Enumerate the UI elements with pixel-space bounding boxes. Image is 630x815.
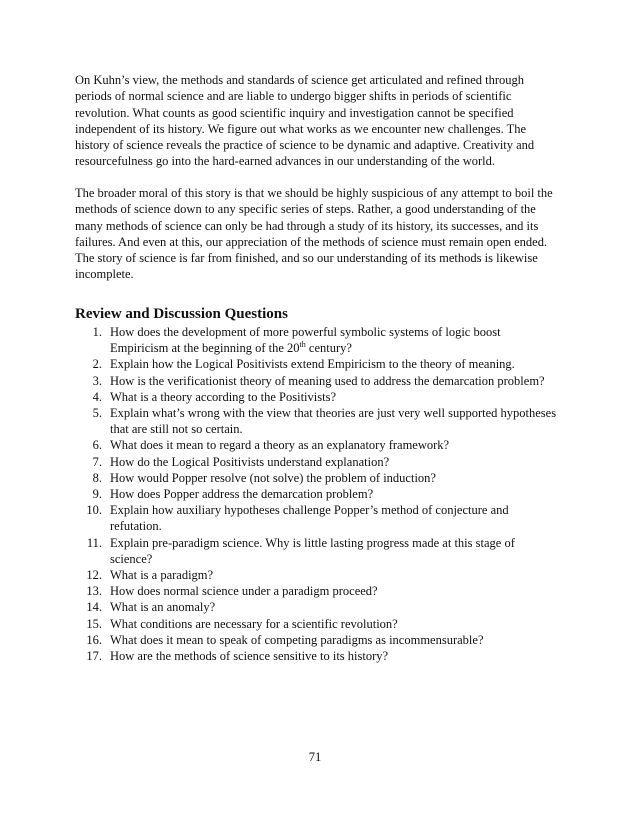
question-number: 4. [92,389,102,404]
question-number: 12. [86,568,102,583]
list-item-question [75,454,560,470]
list-item-question [75,486,560,502]
list-item-question [75,632,560,648]
question-number: 13. [86,584,102,599]
list-item-question [75,583,560,599]
question-number: 3. [92,373,102,388]
question-text [110,324,560,356]
question-text-main: How does the development of more powerful symbolic systems of logic boost Empiricism at the beginning of the 20 [110,325,501,356]
list-item-question [75,437,560,453]
list-item-question [75,470,560,486]
page-number: 71 [308,750,322,764]
list-item-question-1 [75,324,560,356]
question-number: 9. [92,487,102,502]
body-paragraph-kuhn-view: On Kuhn’s view, the methods and standards of science get articulated and refined through periods of normal science and are liable to undergo bigger shifts in periods of scientific revolution. What counts as good scientific inquiry and investigation cannot be specified independent of its history. We figure out what works as we encounter new challenges. The history of science reveals the practice of science to be dynamic and adaptive. Creativity and resourcefulness go into the hard-earned advances in our understanding of the world. [75,73,535,169]
question-text: How does normal science under a paradigm proceed? [110,584,378,599]
question-number: 7. [92,454,102,469]
question-text: What conditions are necessary for a scientific revolution? [110,616,398,631]
body-paragraph-broader-moral: The broader moral of this story is that we should be highly suspicious of any attempt to boil the methods of science down to any specific series of steps. Rather, a good understanding of the many methods of science can only be had through a study of its history, its successes, and its failures. And even at this, our appreciation of the methods of science must remain open ended. The story of science is far from finished, and so our understanding of its methods is likewise incomplete. [75,186,553,282]
question-number: 1. [92,325,102,339]
list-item-question [75,373,560,389]
question-text: What is a paradigm? [110,568,214,583]
list-item-question [75,535,560,567]
section-heading-review-questions: Review and Discussion Questions [75,306,288,322]
question-text: What is an anomaly? [110,600,216,615]
list-item-question [75,405,560,437]
question-number: 14. [86,600,102,615]
list-item-question [75,648,560,664]
question-number: 11. [86,535,102,550]
list-item-question [75,567,560,583]
list-item-question [75,356,560,372]
review-questions-list [75,324,560,664]
question-number: 16. [86,632,102,647]
question-number: 10. [86,503,102,518]
list-item-question [75,502,560,534]
question-text: What does it mean to speak of competing paradigms as incommensurable? [110,632,484,647]
question-text: How does Popper address the demarcation problem? [110,487,374,502]
question-text: What does it mean to regard a theory as an explanatory framework? [110,438,450,453]
question-number: 5. [92,406,102,421]
question-number: 2. [92,357,102,372]
question-text: How do the Logical Positivists understand explanation? [110,454,390,469]
question-text: How is the verificationist theory of meaning used to address the demarcation problem? [110,373,545,388]
question-number: 8. [92,470,102,485]
question-number: 6. [92,438,102,453]
list-item-question [75,389,560,405]
question-text: How would Popper resolve (not solve) the problem of induction? [110,470,436,485]
question-number: 15. [86,616,102,631]
question-text-end: century? [305,341,352,356]
list-item-question [75,616,560,632]
question-text: Explain how auxiliary hypotheses challenge Popper’s method of conjecture and refutation. [110,503,509,534]
question-text: Explain what’s wrong with the view that theories are just very well supported hypotheses that are still not so certain. [110,406,557,437]
ordinal-superscript: th [299,340,306,350]
question-text: Explain pre-paradigm science. Why is little lasting progress made at this stage of science? [110,535,515,566]
question-number: 17. [86,649,102,664]
question-text: Explain how the Logical Positivists extend Empiricism to the theory of meaning. [110,357,515,372]
question-text: What is a theory according to the Positivists? [110,389,336,404]
list-item-question [75,599,560,615]
question-text: How are the methods of science sensitive to its history? [110,649,389,664]
